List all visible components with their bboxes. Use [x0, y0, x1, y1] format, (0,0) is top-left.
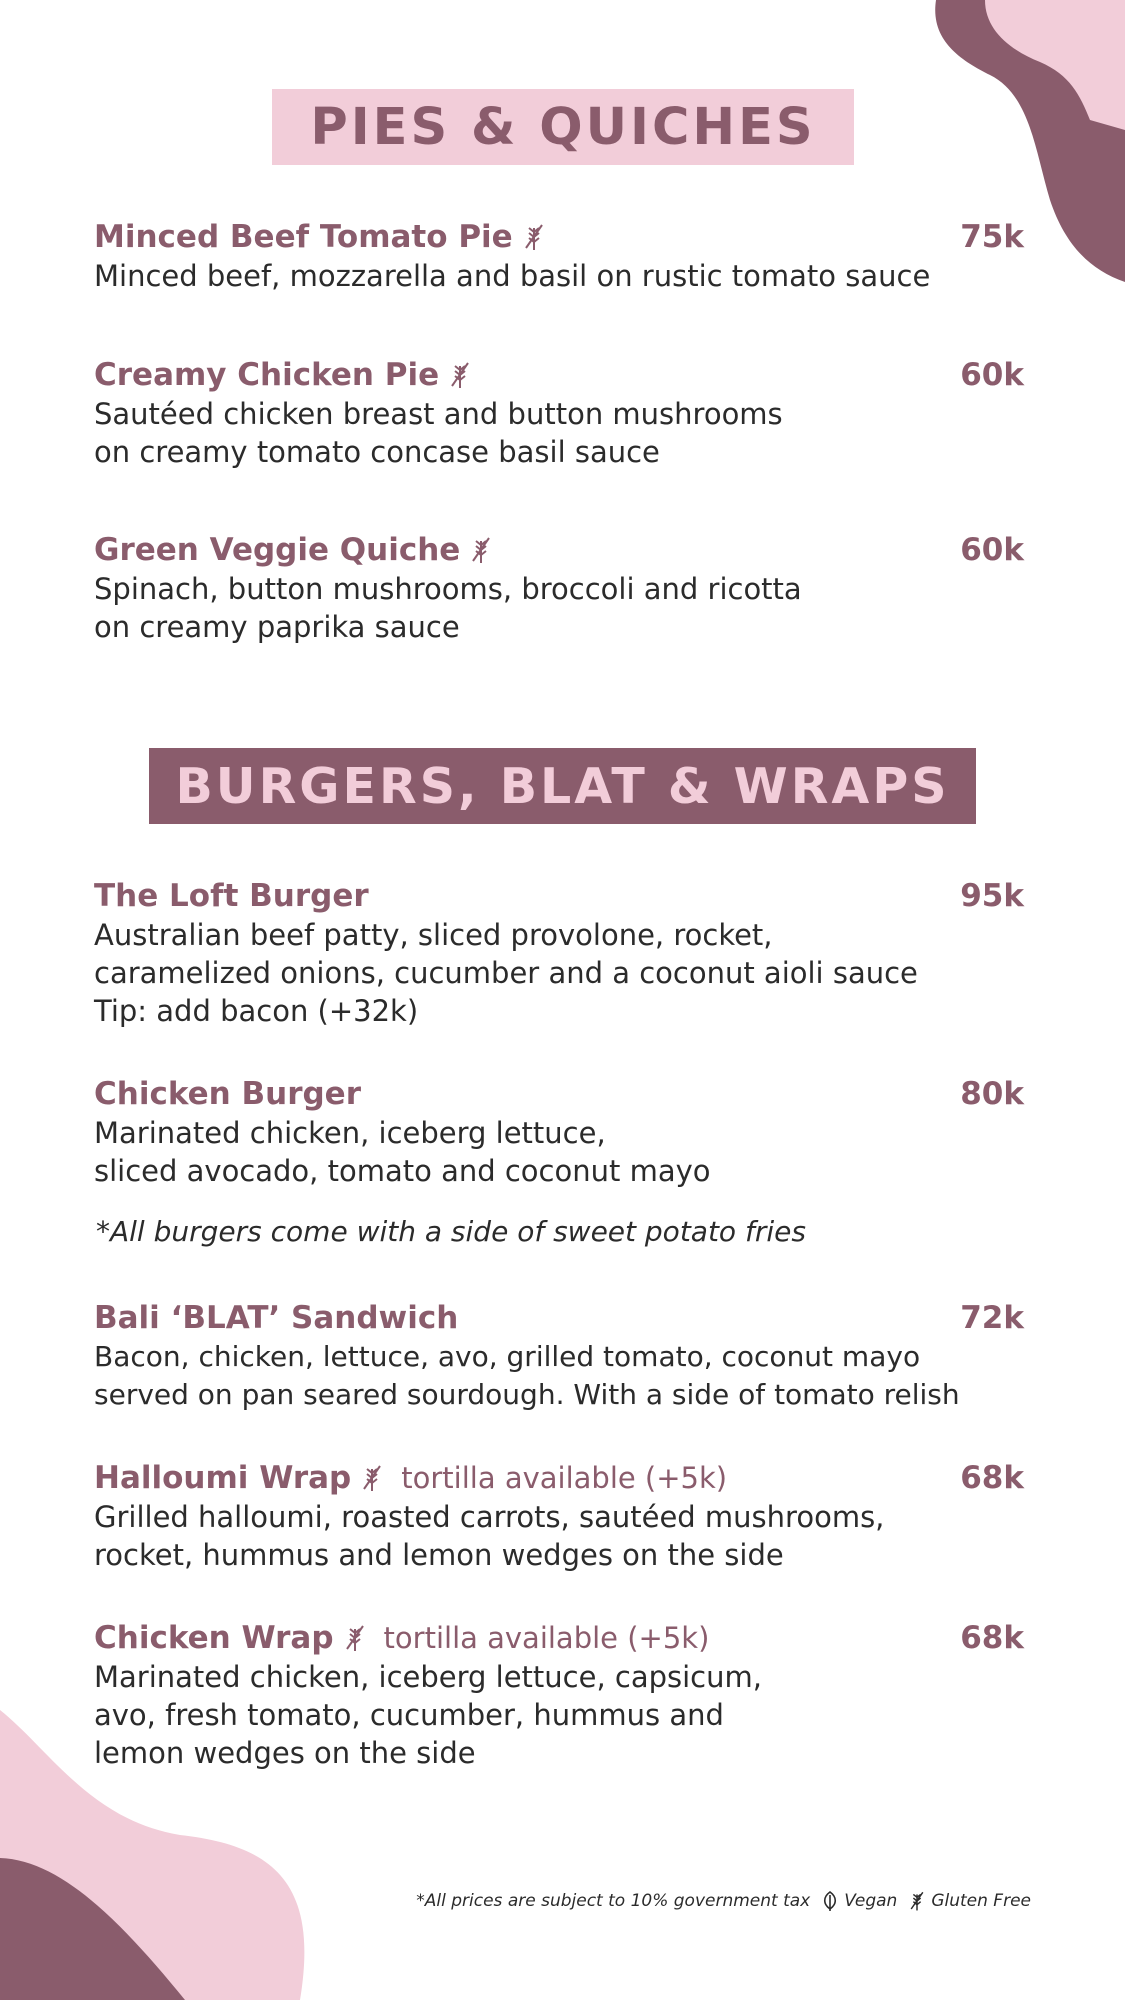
item-price: 68k — [960, 1620, 1024, 1656]
item-name: Creamy Chicken Pie — [94, 357, 440, 393]
item-description: Grilled halloumi, roasted carrots, sautéed mushrooms, rocket, hummus and lemon wedges on the side — [94, 1500, 885, 1572]
item-name: Chicken Wrap — [94, 1620, 334, 1656]
menu-item — [94, 1298, 1054, 1414]
item-name: Green Veggie Quiche — [94, 532, 461, 568]
menu-item — [94, 217, 1024, 295]
item-description: Marinated chicken, iceberg lettuce, capsicum, avo, fresh tomato, cucumber, hummus and lemon wedges on the side — [94, 1660, 762, 1770]
item-description: Marinated chicken, iceberg lettuce, sliced avocado, tomato and coconut mayo — [94, 1116, 711, 1188]
item-description: Spinach, button mushrooms, broccoli and ricotta on creamy paprika sauce — [94, 572, 802, 644]
item-description: Sautéed chicken breast and button mushrooms on creamy tomato concase basil sauce — [94, 397, 783, 469]
footer-legend — [416, 1888, 1031, 1914]
item-name: Minced Beef Tomato Pie — [94, 219, 513, 255]
gluten-free-icon — [361, 1463, 383, 1493]
item-price: 75k — [960, 219, 1024, 255]
gluten-free-icon — [523, 222, 545, 252]
burgers-side-note: *All burgers come with a side of sweet potato fries — [96, 1215, 806, 1248]
menu-item — [94, 1074, 1024, 1190]
item-description: Australian beef patty, sliced provolone, rocket, caramelized onions, cucumber and a coconut aioli sauce Tip: add bacon (+32k) — [94, 918, 918, 1028]
section-title-burgers-blat-wraps: BURGERS, BLAT & WRAPS — [149, 748, 976, 824]
gluten-free-icon — [344, 1623, 366, 1653]
item-price: 72k — [960, 1300, 1024, 1336]
item-extra-option: tortilla available (+5k) — [401, 1461, 728, 1495]
menu-item — [94, 1618, 1024, 1772]
gluten-free-icon — [909, 1890, 925, 1912]
item-price: 60k — [960, 357, 1024, 393]
item-name: Chicken Burger — [94, 1076, 361, 1112]
menu-item — [94, 355, 1024, 471]
item-name: Bali ‘BLAT’ Sandwich — [94, 1300, 459, 1336]
item-name: The Loft Burger — [94, 878, 369, 914]
item-price: 80k — [960, 1076, 1024, 1112]
item-description: Minced beef, mozzarella and basil on rustic tomato sauce — [94, 259, 931, 293]
leaf-icon — [822, 1890, 838, 1912]
menu-item — [94, 530, 1024, 646]
section-title-pies-quiches: PIES & QUICHES — [272, 89, 854, 165]
item-extra-option: tortilla available (+5k) — [383, 1621, 710, 1655]
item-price: 68k — [960, 1460, 1024, 1496]
item-price: 95k — [960, 878, 1024, 914]
menu-item — [94, 876, 1024, 1030]
legend-vegan-label: Vegan — [844, 1891, 898, 1911]
menu-item — [94, 1458, 1024, 1574]
gluten-free-icon — [449, 360, 471, 390]
item-name: Halloumi Wrap — [94, 1460, 352, 1496]
item-price: 60k — [960, 532, 1024, 568]
item-description: Bacon, chicken, lettuce, avo, grilled tomato, coconut mayo served on pan seared sourdough. With a side of tomato relish — [94, 1340, 960, 1411]
gluten-free-icon — [470, 535, 492, 565]
tax-note: *All prices are subject to 10% government tax — [416, 1891, 811, 1911]
legend-gluten-free-label: Gluten Free — [931, 1891, 1031, 1911]
